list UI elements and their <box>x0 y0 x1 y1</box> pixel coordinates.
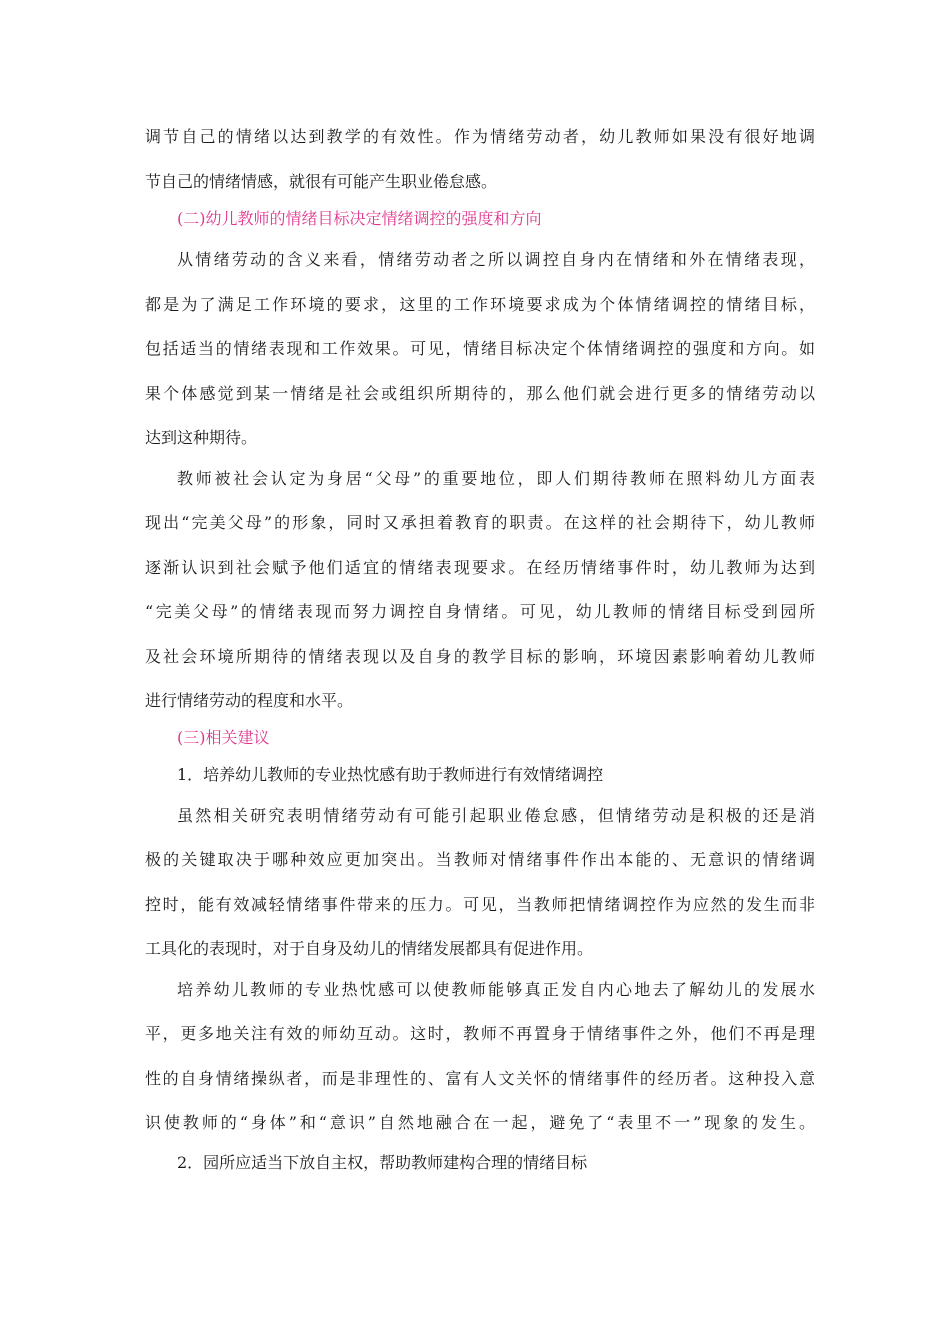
paragraph-line: 现出“完美父母”的形象，同时又承担着教育的职责。在这样的社会期待下，幼儿教师 <box>145 513 815 532</box>
paragraph-line: 都是为了满足工作环境的要求，这里的工作环境要求成为个体情绪调控的情绪目标， <box>145 295 815 314</box>
section-heading-3: (三)相关建议 <box>177 728 270 747</box>
paragraph-line: 培养幼儿教师的专业热忱感可以使教师能够真正发自内心地去了解幼儿的发展水 <box>177 980 815 999</box>
subsection-heading-2: 2．园所应适当下放自主权，帮助教师建构合理的情绪目标 <box>177 1153 588 1172</box>
paragraph-line: 识使教师的“身体”和“意识”自然地融合在一起，避免了“表里不一”现象的发生。 <box>145 1113 815 1132</box>
paragraph-line: 极的关键取决于哪种效应更加突出。当教师对情绪事件作出本能的、无意识的情绪调 <box>145 850 815 869</box>
paragraph-line: 教师被社会认定为身居“父母”的重要地位，即人们期待教师在照料幼儿方面表 <box>177 469 815 488</box>
paragraph-line: 节自己的情绪情感，就很有可能产生职业倦怠感。 <box>145 172 498 191</box>
paragraph-line: 逐渐认识到社会赋予他们适宜的情绪表现要求。在经历情绪事件时，幼儿教师为达到 <box>145 558 815 577</box>
section-heading-2: (二)幼儿教师的情绪目标决定情绪调控的强度和方向 <box>177 209 542 228</box>
subsection-heading-1: 1．培养幼儿教师的专业热忱感有助于教师进行有效情绪调控 <box>177 765 604 784</box>
paragraph-line: 及社会环境所期待的情绪表现以及自身的教学目标的影响，环境因素影响着幼儿教师 <box>145 647 815 666</box>
paragraph-line: 控时，能有效减轻情绪事件带来的压力。可见，当教师把情绪调控作为应然的发生而非 <box>145 895 815 914</box>
paragraph-line: 包括适当的情绪表现和工作效果。可见，情绪目标决定个体情绪调控的强度和方向。如 <box>145 339 815 358</box>
paragraph-line: 工具化的表现时，对于自身及幼儿的情绪发展都具有促进作用。 <box>145 939 594 958</box>
paragraph-line: 平，更多地关注有效的师幼互动。这时，教师不再置身于情绪事件之外，他们不再是理 <box>145 1024 815 1043</box>
paragraph-line: 性的自身情绪操纵者，而是非理性的、富有人文关怀的情绪事件的经历者。这种投入意 <box>145 1069 815 1088</box>
paragraph-line: “完美父母”的情绪表现而努力调控自身情绪。可见，幼儿教师的情绪目标受到园所 <box>145 602 815 621</box>
paragraph-line: 达到这种期待。 <box>145 428 258 447</box>
paragraph-line: 果个体感觉到某一情绪是社会或组织所期待的，那么他们就会进行更多的情绪劳动以 <box>145 384 815 403</box>
paragraph-line: 从情绪劳动的含义来看，情绪劳动者之所以调控自身内在情绪和外在情绪表现， <box>177 250 815 269</box>
paragraph-line: 进行情绪劳动的程度和水平。 <box>145 691 354 710</box>
paragraph-line: 调节自己的情绪以达到教学的有效性。作为情绪劳动者，幼儿教师如果没有很好地调 <box>145 127 815 146</box>
paragraph-line: 虽然相关研究表明情绪劳动有可能引起职业倦怠感，但情绪劳动是积极的还是消 <box>177 806 815 825</box>
